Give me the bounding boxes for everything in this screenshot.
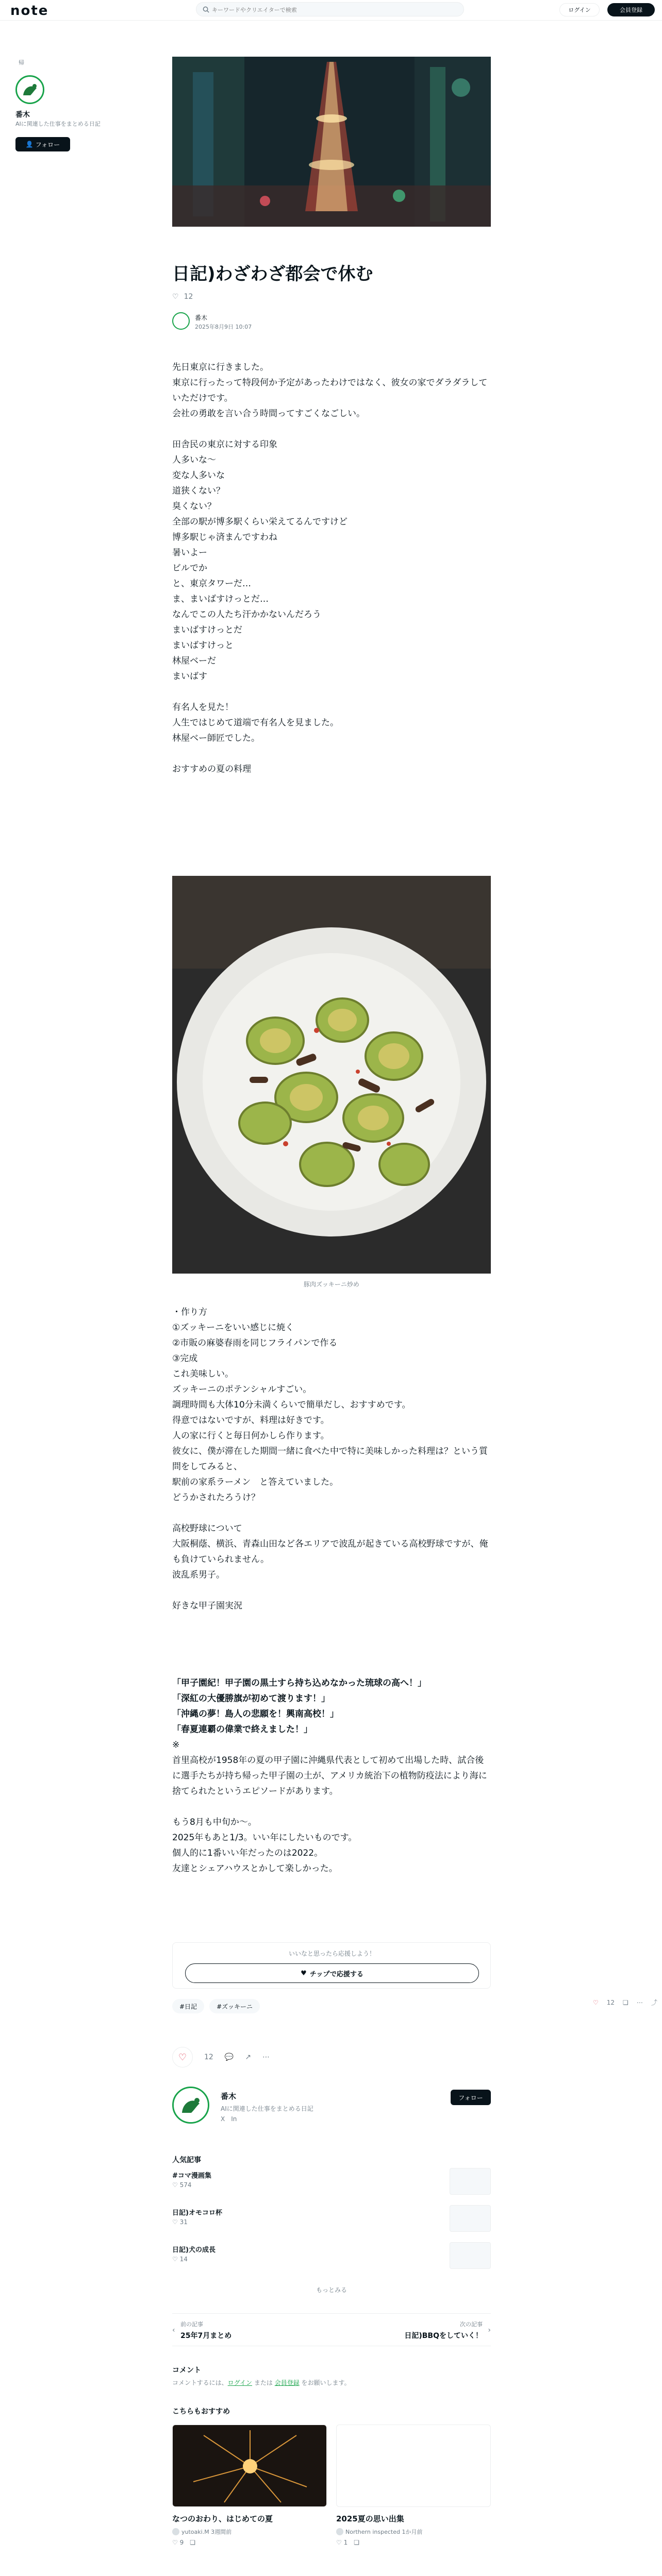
body-paragraph: 臭くない？ xyxy=(172,501,216,512)
like-button[interactable] xyxy=(172,2047,193,2067)
recommend-title: なつのおわり、はじめての夏 xyxy=(172,2514,273,2523)
next-article-link[interactable] xyxy=(404,2320,483,2341)
popular-item-title: #コマ漫画集 xyxy=(172,2172,211,2180)
title-like-row xyxy=(172,293,193,301)
prev-title: 25年7月まとめ xyxy=(180,2332,232,2340)
sidebar-follow-button[interactable] xyxy=(15,137,70,151)
more-menu-icon[interactable]: ⋯ xyxy=(262,2053,270,2061)
article-body-part1 xyxy=(172,360,491,777)
heart-icon[interactable]: ♡ xyxy=(593,1998,599,2006)
body-paragraph: 彼女に、僕が滞在した期間一緒に食べた中で特に美味しかった料理は？という質問をしてみると、 xyxy=(172,1446,488,1472)
body-paragraph: 駅前の家系ラーメン と答えていました。 xyxy=(172,1477,339,1487)
support-label: いいなと思ったら応援しよう！ xyxy=(288,1950,375,1957)
body-paragraph xyxy=(172,1583,491,1598)
note-logo[interactable]: note xyxy=(10,3,49,19)
koshien-quote: 「春夏連覇の偉業で終えました！」 xyxy=(172,1724,312,1735)
search-icon xyxy=(203,6,209,13)
popular-item-title: 日記)犬の成長 xyxy=(172,2246,216,2254)
body-paragraph: 人多いな〜 xyxy=(172,455,216,465)
right-like-count: 12 xyxy=(606,1998,615,2006)
body-paragraph: 道狭くない？ xyxy=(172,486,225,496)
body-paragraph: 田舎民の東京に対する印象 xyxy=(172,439,277,450)
recommend-thumb xyxy=(336,2425,491,2507)
recommend-heading: こちらもおすすめ xyxy=(172,2408,230,2416)
share-icon[interactable]: ⤴ xyxy=(651,1999,657,2006)
body-paragraph: ※ xyxy=(172,1740,180,1750)
creator-card xyxy=(172,2087,491,2143)
body-paragraph: 友達とシェアハウスとかして楽しかった。 xyxy=(172,1863,338,1874)
koshien-quote: 「深紅の大優勝旗が初めて渡ります！」 xyxy=(172,1693,330,1704)
popular-item-thumb xyxy=(450,2242,491,2269)
avatar-icon xyxy=(174,2088,208,2122)
body-paragraph xyxy=(172,1505,491,1521)
body-paragraph: 首里高校が1958年の夏の甲子園に沖縄県代表として初めて出場した時、試合後に選手たちが持ち帰った甲子園の土が、アメリカ統治下の植物防疫法により海に捨てられたというエピソードがあります。 xyxy=(172,1755,487,1797)
popular-item-thumb xyxy=(450,2205,491,2232)
bottom-like-count: 12 xyxy=(204,2053,213,2061)
chevron-left-icon[interactable]: ‹ xyxy=(172,2326,175,2334)
x-icon[interactable]: X xyxy=(221,2115,225,2123)
comments-heading: コメント xyxy=(172,2366,201,2375)
hashtag-zucchini[interactable]: #ズッキーニ xyxy=(209,1999,260,2013)
body-paragraph: 得意ではないですが、料理は好きです。 xyxy=(172,1415,329,1426)
instagram-icon[interactable]: In xyxy=(231,2115,237,2123)
prev-label: 前の記事 xyxy=(180,2321,203,2328)
body-paragraph: 先日東京に行きました。 xyxy=(172,362,269,372)
body-paragraph: 会社の勇敢を言い合う時間ってすごくなごしい。 xyxy=(172,409,365,419)
sidebar-creator-desc: AIに関連した仕事をまとめる日記 xyxy=(15,121,101,127)
bookmark-icon: ❏ xyxy=(354,2539,359,2546)
recommend-meta: ♡ 9 ❏ xyxy=(172,2539,195,2546)
body-paragraph: 林屋ベー師匠でした。 xyxy=(172,733,260,743)
recommend-thumb xyxy=(172,2425,327,2507)
article-pagination xyxy=(172,2313,491,2346)
tip-button[interactable] xyxy=(185,1963,479,1983)
body-paragraph: なんでこの人たち汗かかないんだろう xyxy=(172,609,321,620)
body-paragraph: と、東京タワーだ… xyxy=(172,579,251,589)
heart-icon: ♡ xyxy=(178,2052,187,2063)
body-paragraph: ズッキーニのポテンシャルすごい。 xyxy=(172,1384,312,1395)
title-like-count: 12 xyxy=(184,293,193,301)
popular-heading: 人気記事 xyxy=(172,2156,201,2164)
popular-item-thumb xyxy=(450,2168,491,2195)
koshien-quote: 「甲子園紀！甲子園の黒土すら持ち込めなかった琉球の高へ！」 xyxy=(172,1678,426,1688)
recommend-meta: ♡ 1 ❏ xyxy=(336,2539,359,2546)
comments-prompt: コメントするには、ログイン または 会員登録 をお願いします。 xyxy=(172,2379,351,2386)
body-paragraph: どうかされたろうけ？ xyxy=(172,1493,260,1503)
body-paragraph: まいばすけっとだ xyxy=(172,625,242,635)
publish-date: 2025年8月9日 10:07 xyxy=(195,324,252,330)
body-paragraph xyxy=(172,746,491,761)
prev-article-link[interactable] xyxy=(180,2320,231,2341)
see-more-link[interactable]: もっとみる xyxy=(316,2286,347,2294)
creator-avatar[interactable] xyxy=(172,2087,209,2124)
body-paragraph: 2025年もあと1/3。いい年にしたいものです。 xyxy=(172,1833,357,1843)
heart-icon[interactable]: ♡ xyxy=(172,293,179,301)
sidebar-creator-name[interactable]: 番木 xyxy=(15,111,30,119)
recommend-author: Northern inspected 1か月前 xyxy=(336,2528,491,2536)
body-paragraph: 人の家に行くと毎日何かしら作ります。 xyxy=(172,1431,329,1441)
signup-button[interactable]: 会員登録 xyxy=(607,3,655,16)
body-paragraph: 個人的に1番いい年だったのは2022。 xyxy=(172,1848,323,1858)
body-paragraph xyxy=(172,421,491,437)
tokyo-tower-image xyxy=(172,57,491,227)
recommend-card[interactable] xyxy=(336,2425,491,2546)
body-paragraph: 高校野球について xyxy=(172,1523,242,1534)
next-title: 日記)BBQをしていく！ xyxy=(404,2332,483,2340)
recommend-author: yutoaki.M 3週間前 xyxy=(172,2528,327,2536)
more-icon[interactable]: ⋯ xyxy=(636,1998,643,2006)
tag-row-actions xyxy=(593,1998,657,2007)
body-paragraph: ②市販の麻婆春雨を同じフライパンで作る xyxy=(172,1338,338,1348)
body-paragraph: ・作り方 xyxy=(172,1307,207,1317)
body-paragraph: 暑いよー xyxy=(172,548,207,558)
popular-item-likes: ♡ 31 xyxy=(172,2218,188,2226)
body-paragraph: まいばす xyxy=(172,671,207,682)
body-paragraph: 東京に行ったって特段何か予定があったわけではなく、彼女の家でダラダラしていただけです。 xyxy=(172,378,488,403)
koshien-quotes xyxy=(172,1675,491,1737)
body-paragraph: これ美味しい。 xyxy=(172,1369,234,1379)
bookmark-icon: ❏ xyxy=(190,2539,195,2546)
body-paragraph: 博多駅じゃ済まんですわね xyxy=(172,532,277,543)
author-avatar[interactable] xyxy=(172,312,190,330)
bottom-action-bar xyxy=(172,2046,491,2068)
body-paragraph: 全部の駅が博多駅くらい栄えてるんですけど xyxy=(172,517,347,527)
popular-item-title: 日記)オモコロ杯 xyxy=(172,2209,222,2217)
body-paragraph: 林屋ベーだ xyxy=(172,656,216,666)
comment-icon[interactable]: 💬 xyxy=(224,2053,234,2061)
bookmark-icon[interactable]: ❏ xyxy=(623,1998,628,2006)
sidebar-label: 帰 xyxy=(19,59,24,66)
sidebar-follow-label: フォロー xyxy=(35,141,60,148)
zucchini-dish-image xyxy=(172,876,491,1274)
avatar-icon xyxy=(17,77,43,103)
body-paragraph: ③完成 xyxy=(172,1353,198,1364)
koshien-quote: 「沖縄の夢！島人の悲願を！興南高校！」 xyxy=(172,1709,339,1719)
body-paragraph xyxy=(172,684,491,700)
support-box xyxy=(172,1942,491,1989)
body-paragraph: 波乱系男子。 xyxy=(172,1570,225,1580)
next-label: 次の記事 xyxy=(460,2321,483,2328)
author-name[interactable]: 番木 xyxy=(195,314,208,321)
sidebar-avatar[interactable] xyxy=(15,75,44,104)
body-paragraph: 変な人多いな xyxy=(172,470,225,481)
body-paragraph: まいばすけっと xyxy=(172,640,234,651)
chevron-right-icon[interactable]: › xyxy=(488,2326,491,2334)
popular-item[interactable] xyxy=(172,2168,491,2195)
body-paragraph: ビルでか xyxy=(172,563,207,573)
hashtag-diary[interactable]: #日記 xyxy=(172,1999,204,2013)
hero-image xyxy=(172,57,491,227)
article-title: 日記)わざわざ都会で休む xyxy=(172,264,373,284)
top-header xyxy=(0,0,662,21)
body-paragraph: 有名人を見た！ xyxy=(172,702,234,713)
body-paragraph: ①ズッキーニをいい感じに焼く xyxy=(172,1323,294,1333)
article-author[interactable] xyxy=(172,312,327,333)
body-paragraph: 好きな甲子園実況 xyxy=(172,1601,242,1611)
article-body-part2 xyxy=(172,1304,491,1614)
popular-item-likes: ♡ 574 xyxy=(172,2181,192,2189)
recommend-card[interactable] xyxy=(172,2425,327,2546)
person-plus-icon: 👤 xyxy=(25,141,34,148)
search-bar[interactable] xyxy=(196,2,464,16)
share-arrow-icon[interactable]: ↗ xyxy=(245,2053,251,2061)
comment-signup-link[interactable]: 会員登録 xyxy=(274,2379,300,2386)
article-body-part3 xyxy=(172,1737,491,1876)
creator-desc: AIに関連した仕事をまとめる日記 xyxy=(221,2105,313,2112)
login-button[interactable]: ログイン xyxy=(559,3,600,16)
creator-name[interactable]: 番木 xyxy=(221,2092,237,2101)
tip-button-label: チップで応援する xyxy=(309,1970,363,1978)
body-paragraph: 大阪桐蔭、横浜、青森山田など各エリアで波乱が起きている高校野球ですが、俺も負けていられません。 xyxy=(172,1539,488,1565)
creator-follow-button[interactable]: フォロー xyxy=(451,2090,491,2105)
body-paragraph: 人生ではじめて道端で有名人を見ました。 xyxy=(172,718,339,728)
body-paragraph: もう8月も中旬か〜。 xyxy=(172,1817,257,1827)
body-paragraph: ま、まいばすけっとだ… xyxy=(172,594,269,604)
creator-social-links xyxy=(221,2115,237,2123)
popular-item-likes: ♡ 14 xyxy=(172,2256,188,2263)
heart-coin-icon: ♥ xyxy=(301,1969,307,1977)
popular-item[interactable] xyxy=(172,2205,491,2232)
search-input[interactable] xyxy=(212,5,454,15)
body-paragraph: 調理時間も大体10分未満くらいで簡単だし、おすすめです。 xyxy=(172,1400,411,1410)
comment-login-link[interactable]: ログイン xyxy=(227,2379,253,2386)
body-paragraph: おすすめの夏の料理 xyxy=(172,764,252,774)
popular-item[interactable] xyxy=(172,2242,491,2269)
body-paragraph xyxy=(172,1799,491,1815)
hashtag-list xyxy=(172,1999,260,2013)
recommend-title: 2025夏の思い出集 xyxy=(336,2514,404,2523)
image-caption: 豚肉ズッキーニ炒め xyxy=(304,1281,359,1288)
